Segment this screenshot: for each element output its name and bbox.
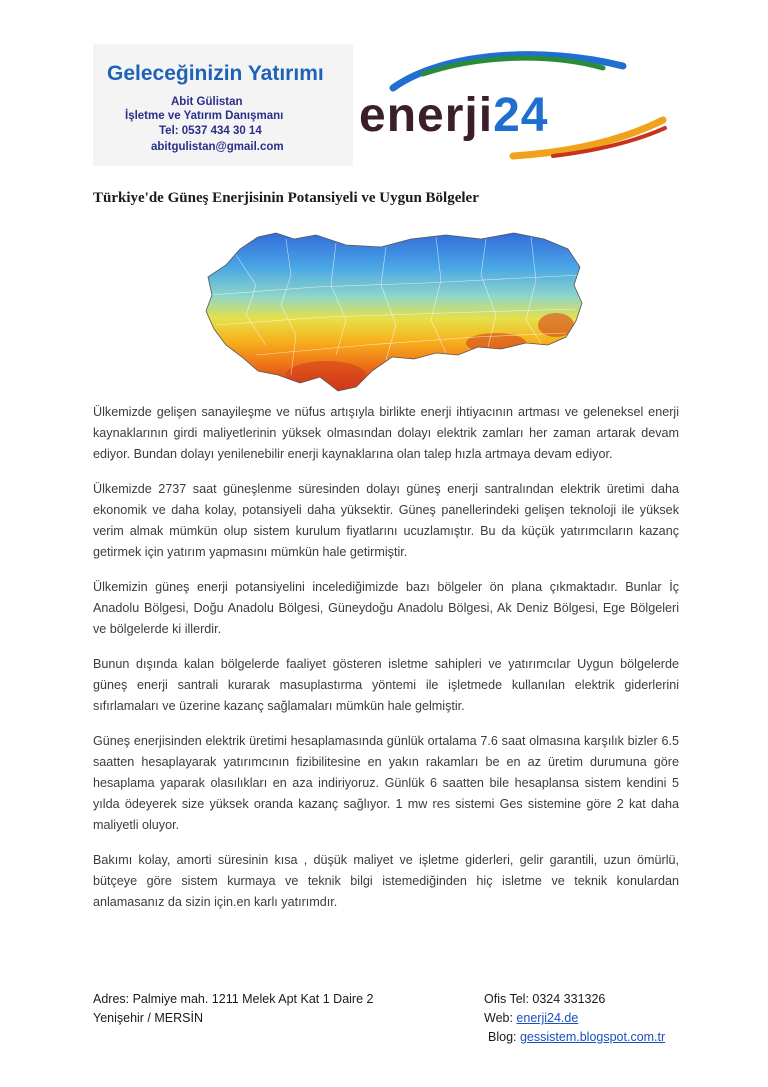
logo-number: 24 — [493, 89, 549, 142]
consultant-name: Abit Gülistan — [171, 96, 243, 108]
paragraph: Bunun dışında kalan bölgelerde faaliyet gösteren isletme sahipleri ve yatırımcılar Uygun bölgelerde güneş enerji santrali kurarak masuplastırma yöntemi ile işletmede kullanılan elektrik giderlerini sıfırlamaları ve üzerine kazanç sağlamaları mümkün hale gelmiştir. — [93, 657, 679, 713]
article-body — [93, 402, 679, 927]
web-line — [484, 1009, 665, 1028]
blog-link[interactable]: gessistem.blogspot.com.tr — [519, 1030, 666, 1044]
paragraph: Ülkemizde 2737 saat güneşlenme süresinden dolayı güneş enerji santralından elektrik üretimi daha ekonomik ve daha kolay, potansiyeli daha yüksektir. Güneş panellerindeki gelişen teknoloji ile yüksek verim almak mümkün olup sistem kurulum fiyatlarını ucuzlamıştır. Bu da küçük yatırımcıların kazanç getirmek için yatırım yapmasını mümkün hale getirmiştir. — [93, 482, 679, 559]
paragraph: Ülkemizin güneş enerji potansiyelini incelediğimizde bazı bölgeler ön plana çıkmaktadır. Bunlar İç Anadolu Bölgesi, Doğu Anadolu Bölgesi, Güneydoğu Anadolu Bölgesi, Ak Deniz Bölgesi, Ege Bölgeleri ve bölgelerde ki illerdir. — [93, 580, 679, 636]
paragraph: Güneş enerjisinden elektrik üretimi hesaplamasında günlük ortalama 7.6 saat olmasına karşılık bizler 6.5 saatten hesaplayarak yatırımcının fizibilitesine en yakın rakamları be en az üretim durumuna göre hesaplama yaparak olasılıkları en aza indiriyoruz. Günlük 6 saatten bile hesaplansa sistem kendini 5 yılda ödeyerek size yüksek oranda kazanç sağlıyor. 1 mw res sistemi Ges sistemine göre 2 kat daha maliyetli oluyor. — [93, 734, 679, 832]
document-title: Türkiye'de Güneş Enerjisinin Potansiyeli ve Uygun Bölgeler — [93, 190, 479, 206]
web-link[interactable]: enerji24.de — [516, 1011, 579, 1025]
footer-address — [93, 990, 373, 1028]
web-label: Web: — [484, 1011, 517, 1025]
consultant-card — [93, 44, 353, 166]
paragraph: Ülkemizde gelişen sanayileşme ve nüfus artışıyla birlikte enerji ihtiyacının artması ve geleneksel enerji kaynaklarının girdi maliyetlerinin yüksek olmasından dolayı elektrik zamları her zaman artarak devam ediyor. Bundan dolayı yenilenebilir enerji kaynaklarına olan talep hızla artmaya devam ediyor. — [93, 405, 679, 461]
blog-label: Blog: — [488, 1030, 520, 1044]
enerji24-logo — [353, 44, 679, 166]
address-line-1: Adres: Palmiye mah. 1211 Melek Apt Kat 1 Daire 2 — [93, 992, 374, 1006]
header-banner — [93, 44, 679, 166]
address-line-2: Yenişehir / MERSİN — [93, 1011, 203, 1025]
consultant-role: İşletme ve Yatırım Danışmanı — [125, 110, 284, 122]
consultant-email: abitgulistan@gmail.com — [151, 141, 284, 153]
logo-word: enerji — [359, 89, 494, 142]
blog-line — [484, 1028, 665, 1047]
turkey-solar-map — [196, 225, 584, 395]
banner-tagline: Geleceğinizin Yatırımı — [107, 62, 324, 85]
footer-contact — [484, 990, 665, 1047]
consultant-phone: Tel: 0537 434 30 14 — [159, 125, 262, 137]
paragraph: Bakımı kolay, amorti süresinin kısa , düşük maliyet ve işletme giderleri, gelir garantili, uzun ömürlü, bütçeye göre sistem kurmaya ve teknik bilgi istemediğinden hiç isletme ve teknik konulardan anlamasanız da sizin için.en karlı yatırımdır. — [93, 853, 679, 909]
logo-wordmark — [359, 88, 548, 143]
office-phone: Ofis Tel: 0324 331326 — [484, 992, 606, 1006]
